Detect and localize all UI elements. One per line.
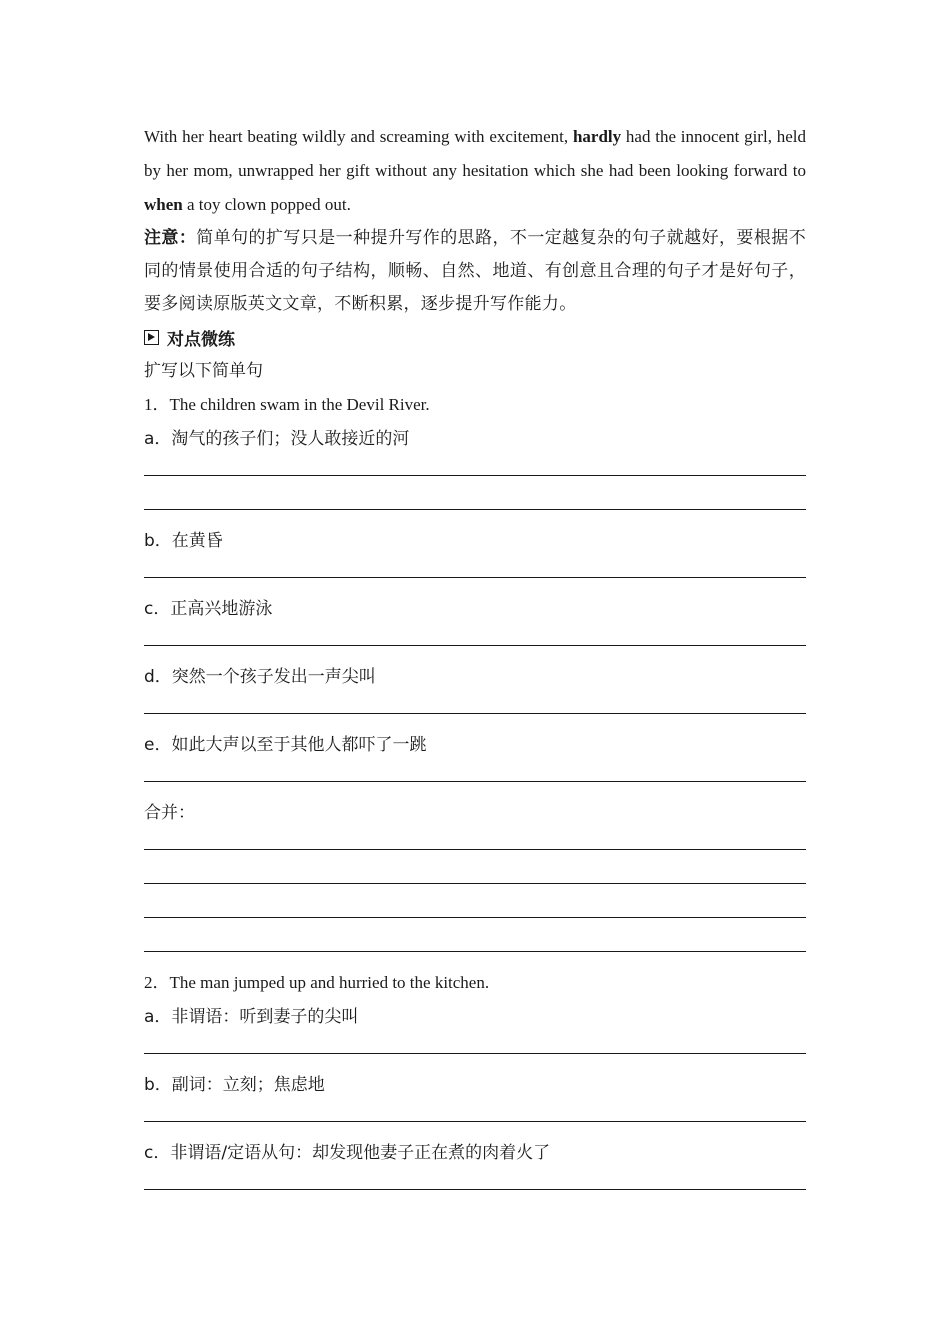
q1-stem: 1．The children swam in the Devil River. [144,395,430,414]
q2-item-a: a．非谓语：听到妻子的尖叫 [144,1007,359,1027]
answer-line[interactable] [144,1170,806,1204]
note-text: 简单句的扩写只是一种提升写作的思路，不一定越复杂的句子就越好，要根据不同的情景使用合适的句子结构，顺畅、自然、地道、有创意且合理的句子才是好句子，要多阅读原版英文文章，不断积累，逐步提升写作能力。 [144,228,807,314]
q1-item-d: d．突然一个孩子发出一声尖叫 [144,667,376,687]
play-box-icon [144,330,159,345]
answer-line[interactable] [144,932,806,966]
answer-line[interactable] [144,1034,806,1068]
answer-line[interactable] [144,456,806,490]
answer-line[interactable] [144,898,806,932]
q2-item-c: c．非谓语/定语从句：却发现他妻子正在煮的肉着火了 [144,1143,551,1163]
answer-line[interactable] [144,626,806,660]
answer-line[interactable] [144,864,806,898]
q2-stem: 2．The man jumped up and hurried to the kitchen. [144,973,490,992]
section-heading [144,321,806,354]
q1-merge-label: 合并： [144,803,195,823]
example-bold-when: when [144,195,183,214]
q1-item-c: c．正高兴地游泳 [144,599,273,619]
example-text-3: a toy clown popped out. [182,195,351,214]
example-text-1: With her heart beating wildly and screaming with excitement, [144,127,573,146]
answer-line[interactable] [144,762,806,796]
section-title: 对点微练 [167,330,235,350]
note-paragraph [144,222,806,321]
note-label: 注意： [144,228,197,248]
example-paragraph [144,120,806,222]
example-bold-hardly: hardly [572,127,622,146]
answer-line[interactable] [144,694,806,728]
q1-item-a: a．淘气的孩子们；没人敢接近的河 [144,429,410,449]
q1-item-e: e．如此大声以至于其他人都吓了一跳 [144,735,427,755]
instruction: 扩写以下简单句 [144,361,263,381]
q2-item-b: b．副词：立刻；焦虑地 [144,1075,325,1095]
example-text-2: had the innocent girl, held by her mom, unwrapped her gift without any hesitation which she had been looking forward to [144,127,806,180]
answer-line[interactable] [144,490,806,524]
answer-line[interactable] [144,830,806,864]
document-page [144,120,806,1204]
answer-line[interactable] [144,1102,806,1136]
q1-item-b: b．在黄昏 [144,531,223,551]
answer-line[interactable] [144,558,806,592]
